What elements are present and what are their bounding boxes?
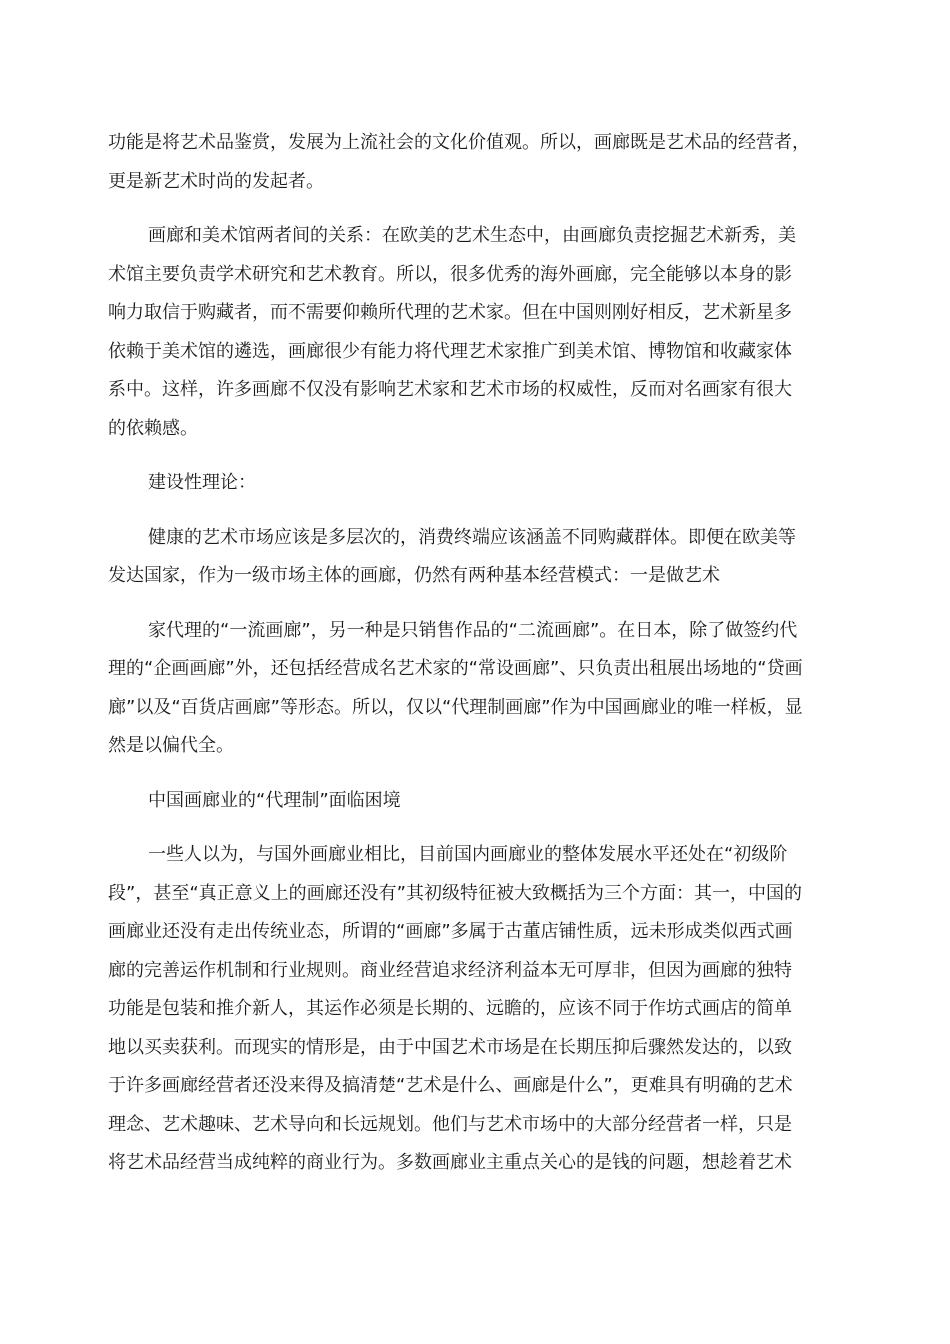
text-line: 廊的完善运作机制和行业规则。商业经营追求经济利益本无可厚非，但因为画廊的独特 xyxy=(108,959,792,981)
text-line: 发达国家，作为一级市场主体的画廊，仍然有两种基本经营模式：一是做艺术 xyxy=(108,565,720,586)
text-line: 功能是包装和推介新人，其运作必须是长期的、远瞻的，应该不同于作坊式画店的简单 xyxy=(108,998,792,1019)
paragraph-primary-stage xyxy=(108,836,853,1183)
text-line: 功能是将艺术品鉴赏，发展为上流社会的文化价值观。所以，画廊既是艺术品的经营者， xyxy=(108,132,810,153)
paragraph-gallery-function xyxy=(108,124,853,201)
text-line: 系中。这样，许多画廊不仅没有影响艺术家和艺术市场的权威性，反而对名画家有很大 xyxy=(108,379,792,400)
text-line: 术馆主要负责学术研究和艺术教育。所以，很多优秀的海外画廊，完全能够以本身的影 xyxy=(108,263,792,285)
text-line: 于许多画廊经营者还没来得及搞清楚“艺术是什么、画廊是什么”，更难具有明确的艺术 xyxy=(108,1075,793,1096)
text-line: 理念、艺术趣味、艺术导向和长远规划。他们与艺术市场中的大部分经营者一样，只是 xyxy=(108,1113,792,1135)
text-line: 画廊业还没有走出传统业态，所谓的“画廊”多属于古董店铺性质，远未形成类似西式画 xyxy=(108,921,793,942)
text-line: 廊”以及“百货店画廊”等形态。所以，仅以“代理制画廊”作为中国画廊业的唯一样板，显 xyxy=(108,696,803,718)
text-line: 理的“企画画廊”外，还包括经营成名艺术家的“常设画廊”、只负责出租展出场地的“贷画 xyxy=(108,658,803,679)
text-line: 一些人以为，与国外画廊业相比，目前国内画廊业的整体发展水平还处在“初级阶 xyxy=(148,844,788,865)
text-line: 画廊和美术馆两者间的关系：在欧美的艺术生态中，由画廊负责挖掘艺术新秀，美 xyxy=(148,225,796,246)
text-line: 将艺术品经营当成纯粹的商业行为。多数画廊业主重点关心的是钱的问题，想趁着艺术 xyxy=(108,1152,792,1173)
text-line: 健康的艺术市场应该是多层次的，消费终端应该涵盖不同购藏群体。即便在欧美等 xyxy=(148,526,796,548)
heading-text: 建设性理论： xyxy=(148,472,256,493)
document-page xyxy=(108,124,853,1199)
text-line: 响力取信于购藏者，而不需要仰赖所代理的艺术家。但在中国则刚好相反，艺术新星多 xyxy=(108,302,792,323)
text-line: 更是新艺术时尚的发起者。 xyxy=(108,170,324,192)
text-line: 然是以偏代全。 xyxy=(108,735,234,756)
paragraph-gallery-museum-relation xyxy=(108,217,853,448)
section-heading-constructive-theory xyxy=(108,464,853,503)
paragraph-gallery-types xyxy=(108,612,853,766)
text-line: 地以买卖获利。而现实的情形是，由于中国艺术市场是在长期压抑后骤然发达的，以致 xyxy=(108,1036,792,1058)
text-line: 依赖于美术馆的遴选，画廊很少有能力将代理艺术家推广到美术馆、博物馆和收藏家体 xyxy=(108,340,792,362)
text-line: 段”，甚至“真正意义上的画廊还没有”其初级特征被大致概括为三个方面：其一，中国的 xyxy=(108,882,802,904)
text-line: 家代理的“一流画廊”，另一种是只销售作品的“二流画廊”。在日本，除了做签约代 xyxy=(148,619,798,641)
text-line: 的依赖感。 xyxy=(108,417,198,439)
paragraph-market-levels xyxy=(108,519,853,596)
section-heading-agency-dilemma xyxy=(108,782,853,821)
heading-text: 中国画廊业的“代理制”面临困境 xyxy=(148,789,401,811)
